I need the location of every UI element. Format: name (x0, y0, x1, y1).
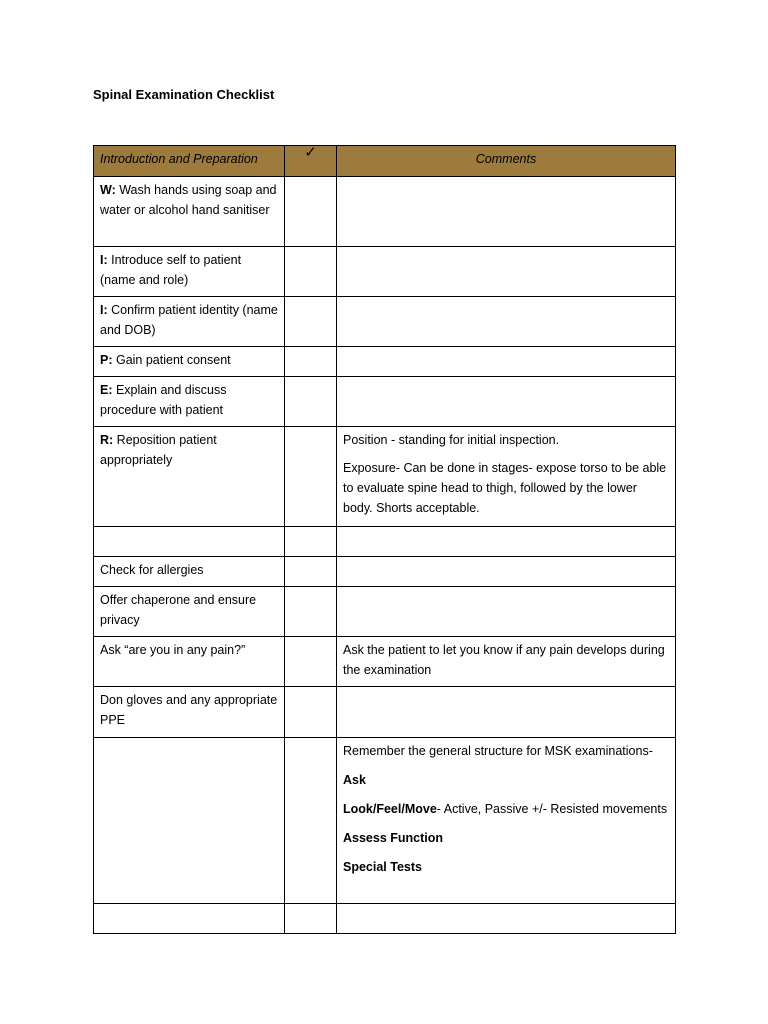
row-item (94, 347, 285, 377)
table-row-empty (94, 904, 676, 934)
table-header-row (94, 146, 676, 177)
comment-cell: Ask the patient to let you know if any pain develops during the examination (337, 637, 676, 687)
tick-cell[interactable] (285, 347, 337, 377)
tick-cell[interactable] (285, 377, 337, 427)
comment-cell (337, 738, 676, 904)
row-item (94, 377, 285, 427)
row-text: Introduce self to patient (name and role) (100, 253, 242, 287)
comment-cell[interactable] (337, 687, 676, 738)
tick-cell[interactable] (285, 587, 337, 637)
structure-look-rest: - Active, Passive +/- Resisted movements (436, 802, 668, 816)
row-item[interactable] (94, 738, 285, 904)
row-item (94, 297, 285, 347)
header-introduction: Introduction and Preparation (94, 146, 285, 177)
table-row (94, 587, 676, 637)
structure-look-bold: Look/Feel/Move (343, 802, 437, 816)
row-item: Don gloves and any appropriate PPE (94, 687, 285, 738)
comment-cell[interactable] (337, 377, 676, 427)
comment-cell[interactable] (337, 297, 676, 347)
comment-cell[interactable] (337, 347, 676, 377)
header-comments: Comments (337, 146, 676, 177)
table-row (94, 427, 676, 527)
row-item[interactable] (94, 527, 285, 557)
checklist-table (93, 145, 676, 934)
row-item: Ask “are you in any pain?” (94, 637, 285, 687)
row-label: E: (100, 383, 113, 397)
document-title: Spinal Examination Checklist (93, 87, 275, 102)
tick-cell[interactable] (285, 904, 337, 934)
row-item (94, 177, 285, 247)
tick-cell[interactable] (285, 177, 337, 247)
comment-cell[interactable] (337, 247, 676, 297)
table-row (94, 247, 676, 297)
row-item (94, 247, 285, 297)
tick-cell[interactable] (285, 637, 337, 687)
row-text: Reposition patient appropriately (100, 433, 217, 467)
structure-look (343, 799, 669, 819)
row-label: I: (100, 253, 108, 267)
table-row (94, 177, 676, 247)
table-row (94, 637, 676, 687)
table-row (94, 557, 676, 587)
row-label: I: (100, 303, 108, 317)
comment-cell[interactable] (337, 427, 676, 527)
structure-ask: Ask (343, 773, 366, 787)
structure-intro: Remember the general structure for MSK examinations- (343, 744, 653, 758)
table-row-structure (94, 738, 676, 904)
table-row (94, 347, 676, 377)
row-label: W: (100, 183, 116, 197)
header-tick-icon: ✓ (285, 146, 337, 177)
tick-cell[interactable] (285, 297, 337, 347)
comment-exposure: Exposure- Can be done in stages- expose torso to be able to evaluate spine head to thigh, followed by the lower body. Shorts acceptable. (343, 461, 667, 515)
table-row (94, 297, 676, 347)
tick-cell[interactable] (285, 247, 337, 297)
tick-cell[interactable] (285, 527, 337, 557)
tick-cell[interactable] (285, 557, 337, 587)
structure-assess: Assess Function (343, 831, 444, 845)
comment-cell[interactable] (337, 177, 676, 247)
comment-cell[interactable] (337, 527, 676, 557)
comment-cell[interactable] (337, 904, 676, 934)
table-row (94, 377, 676, 427)
table-row-empty (94, 527, 676, 557)
row-item: Check for allergies (94, 557, 285, 587)
row-item: Offer chaperone and ensure privacy (94, 587, 285, 637)
comment-cell[interactable] (337, 557, 676, 587)
row-label: R: (100, 433, 114, 447)
tick-cell[interactable] (285, 687, 337, 738)
structure-special: Special Tests (343, 860, 422, 874)
row-text: Confirm patient identity (name and DOB) (100, 303, 278, 337)
row-label: P: (100, 353, 113, 367)
row-text: Gain patient consent (112, 353, 231, 367)
table-row (94, 687, 676, 738)
row-item[interactable] (94, 904, 285, 934)
row-text: Explain and discuss procedure with patient (100, 383, 227, 417)
row-text: Wash hands using soap and water or alcohol hand sanitiser (100, 183, 277, 217)
comment-cell[interactable] (337, 587, 676, 637)
tick-cell[interactable] (285, 427, 337, 527)
tick-cell[interactable] (285, 738, 337, 904)
comment-position: Position - standing for initial inspection. (343, 433, 560, 447)
row-item (94, 427, 285, 527)
